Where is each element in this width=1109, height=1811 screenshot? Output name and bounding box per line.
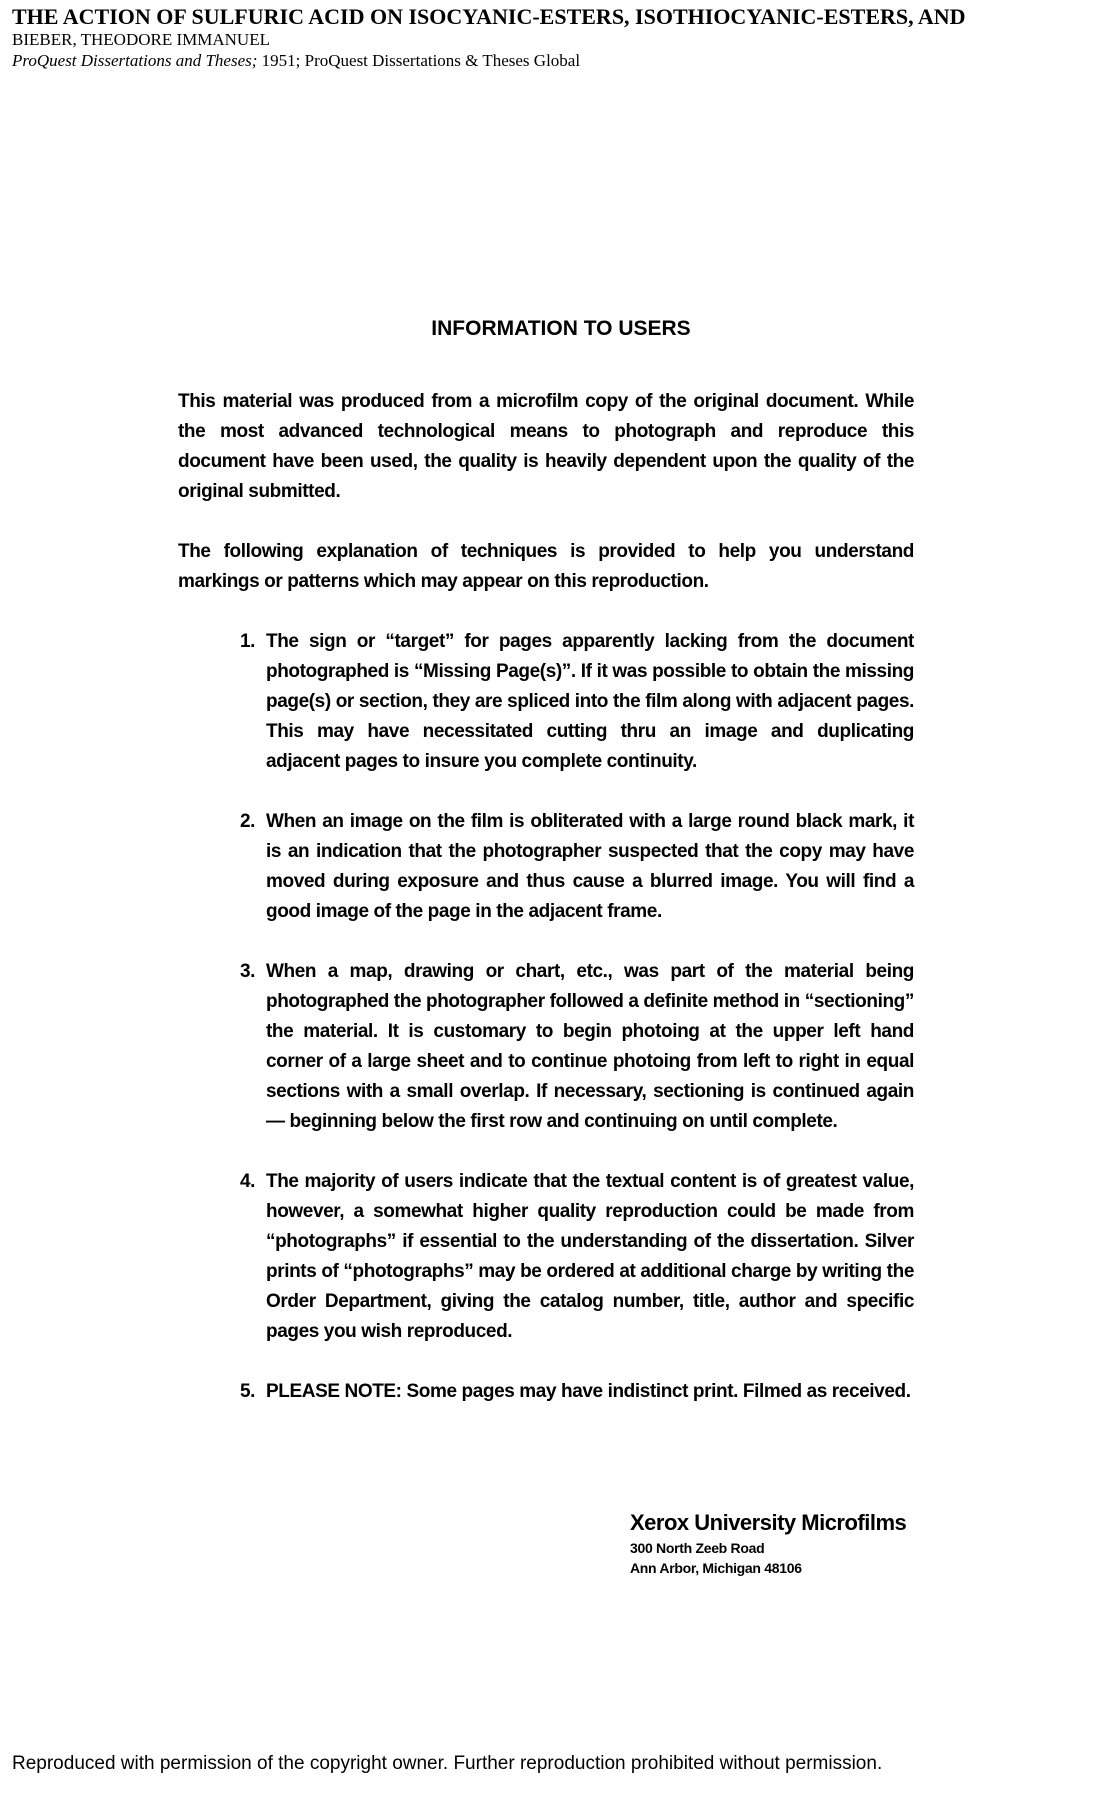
item-number: 2. xyxy=(240,811,256,832)
notice-paragraph: The following explanation of techniques is provided to help you understand markings or patterns which may appear on this reproduction. xyxy=(178,541,914,592)
item-text: The majority of users indicate that the textual content is of greatest value, however, a somewhat higher quality reproduction could be made from “photographs” if essential to the understanding of the dissertation. Silver prints of “photographs” may be ordered at additional charge by writing the Order Department, giving the catalog number, title, author and specific pages you wish reproduced. xyxy=(266,1171,914,1342)
document-title: THE ACTION OF SULFURIC ACID ON ISOCYANIC-ESTERS, ISOTHIOCYANIC-ESTERS, AND xyxy=(12,4,966,29)
source-journal: ProQuest Dissertations and Theses; xyxy=(12,51,258,70)
item-text: When a map, drawing or chart, etc., was part of the material being photographed the photographer followed a definite method in “sectioning” the material. It is customary to begin photoing at the upper left hand corner of a large sheet and to continue photoing from left to right in equal sections with a small overlap. If necessary, sectioning is continued again — beginning below the first row and continuing on until complete. xyxy=(266,961,914,1132)
item-number: 1. xyxy=(240,631,256,652)
source-line xyxy=(12,50,1102,72)
notice-list xyxy=(178,627,914,1407)
list-item xyxy=(178,957,914,1137)
notice-paragraph: This material was produced from a microfilm copy of the original document. While the most advanced technological means to photograph and reproduce this document have been used, the quality is heavily dependent upon the quality of the original submitted. xyxy=(178,391,914,502)
notice-heading: INFORMATION TO USERS xyxy=(431,317,691,340)
item-text: When an image on the film is obliterated with a large round black mark, it is an indication that the photographer suspected that the copy may have moved during exposure and thus cause a blurred image. You will find a good image of the page in the adjacent frame. xyxy=(266,811,914,922)
list-item xyxy=(178,1167,914,1347)
list-item xyxy=(178,627,914,777)
publisher-name: Xerox University Microfilms xyxy=(630,1510,907,1535)
item-text: PLEASE NOTE: Some pages may have indistinct print. Filmed as received. xyxy=(266,1381,911,1402)
author-name: BIEBER, THEODORE IMMANUEL xyxy=(12,30,270,49)
publisher-block xyxy=(630,1508,906,1578)
item-text: The sign or “target” for pages apparently lacking from the document photographed is “Missing Page(s)”. If it was possible to obtain the missing page(s) or section, they are spliced into the film along with adjacent pages. This may have necessitated cutting thru an image and duplicating adjacent pages to insure you complete continuity. xyxy=(266,631,914,772)
publisher-address-line: Ann Arbor, Michigan 48106 xyxy=(630,1560,802,1576)
source-details: 1951; ProQuest Dissertations & Theses Global xyxy=(257,51,581,70)
item-number: 3. xyxy=(240,961,256,982)
publisher-address-line: 300 North Zeeb Road xyxy=(630,1540,765,1556)
citation-header xyxy=(12,4,1102,72)
item-number: 5. xyxy=(240,1381,256,1402)
copyright-footer: Reproduced with permission of the copyright owner. Further reproduction prohibited without permission. xyxy=(12,1753,883,1774)
list-item xyxy=(178,1377,914,1407)
scanned-notice xyxy=(178,315,914,1437)
list-item xyxy=(178,807,914,927)
item-number: 4. xyxy=(240,1171,256,1192)
